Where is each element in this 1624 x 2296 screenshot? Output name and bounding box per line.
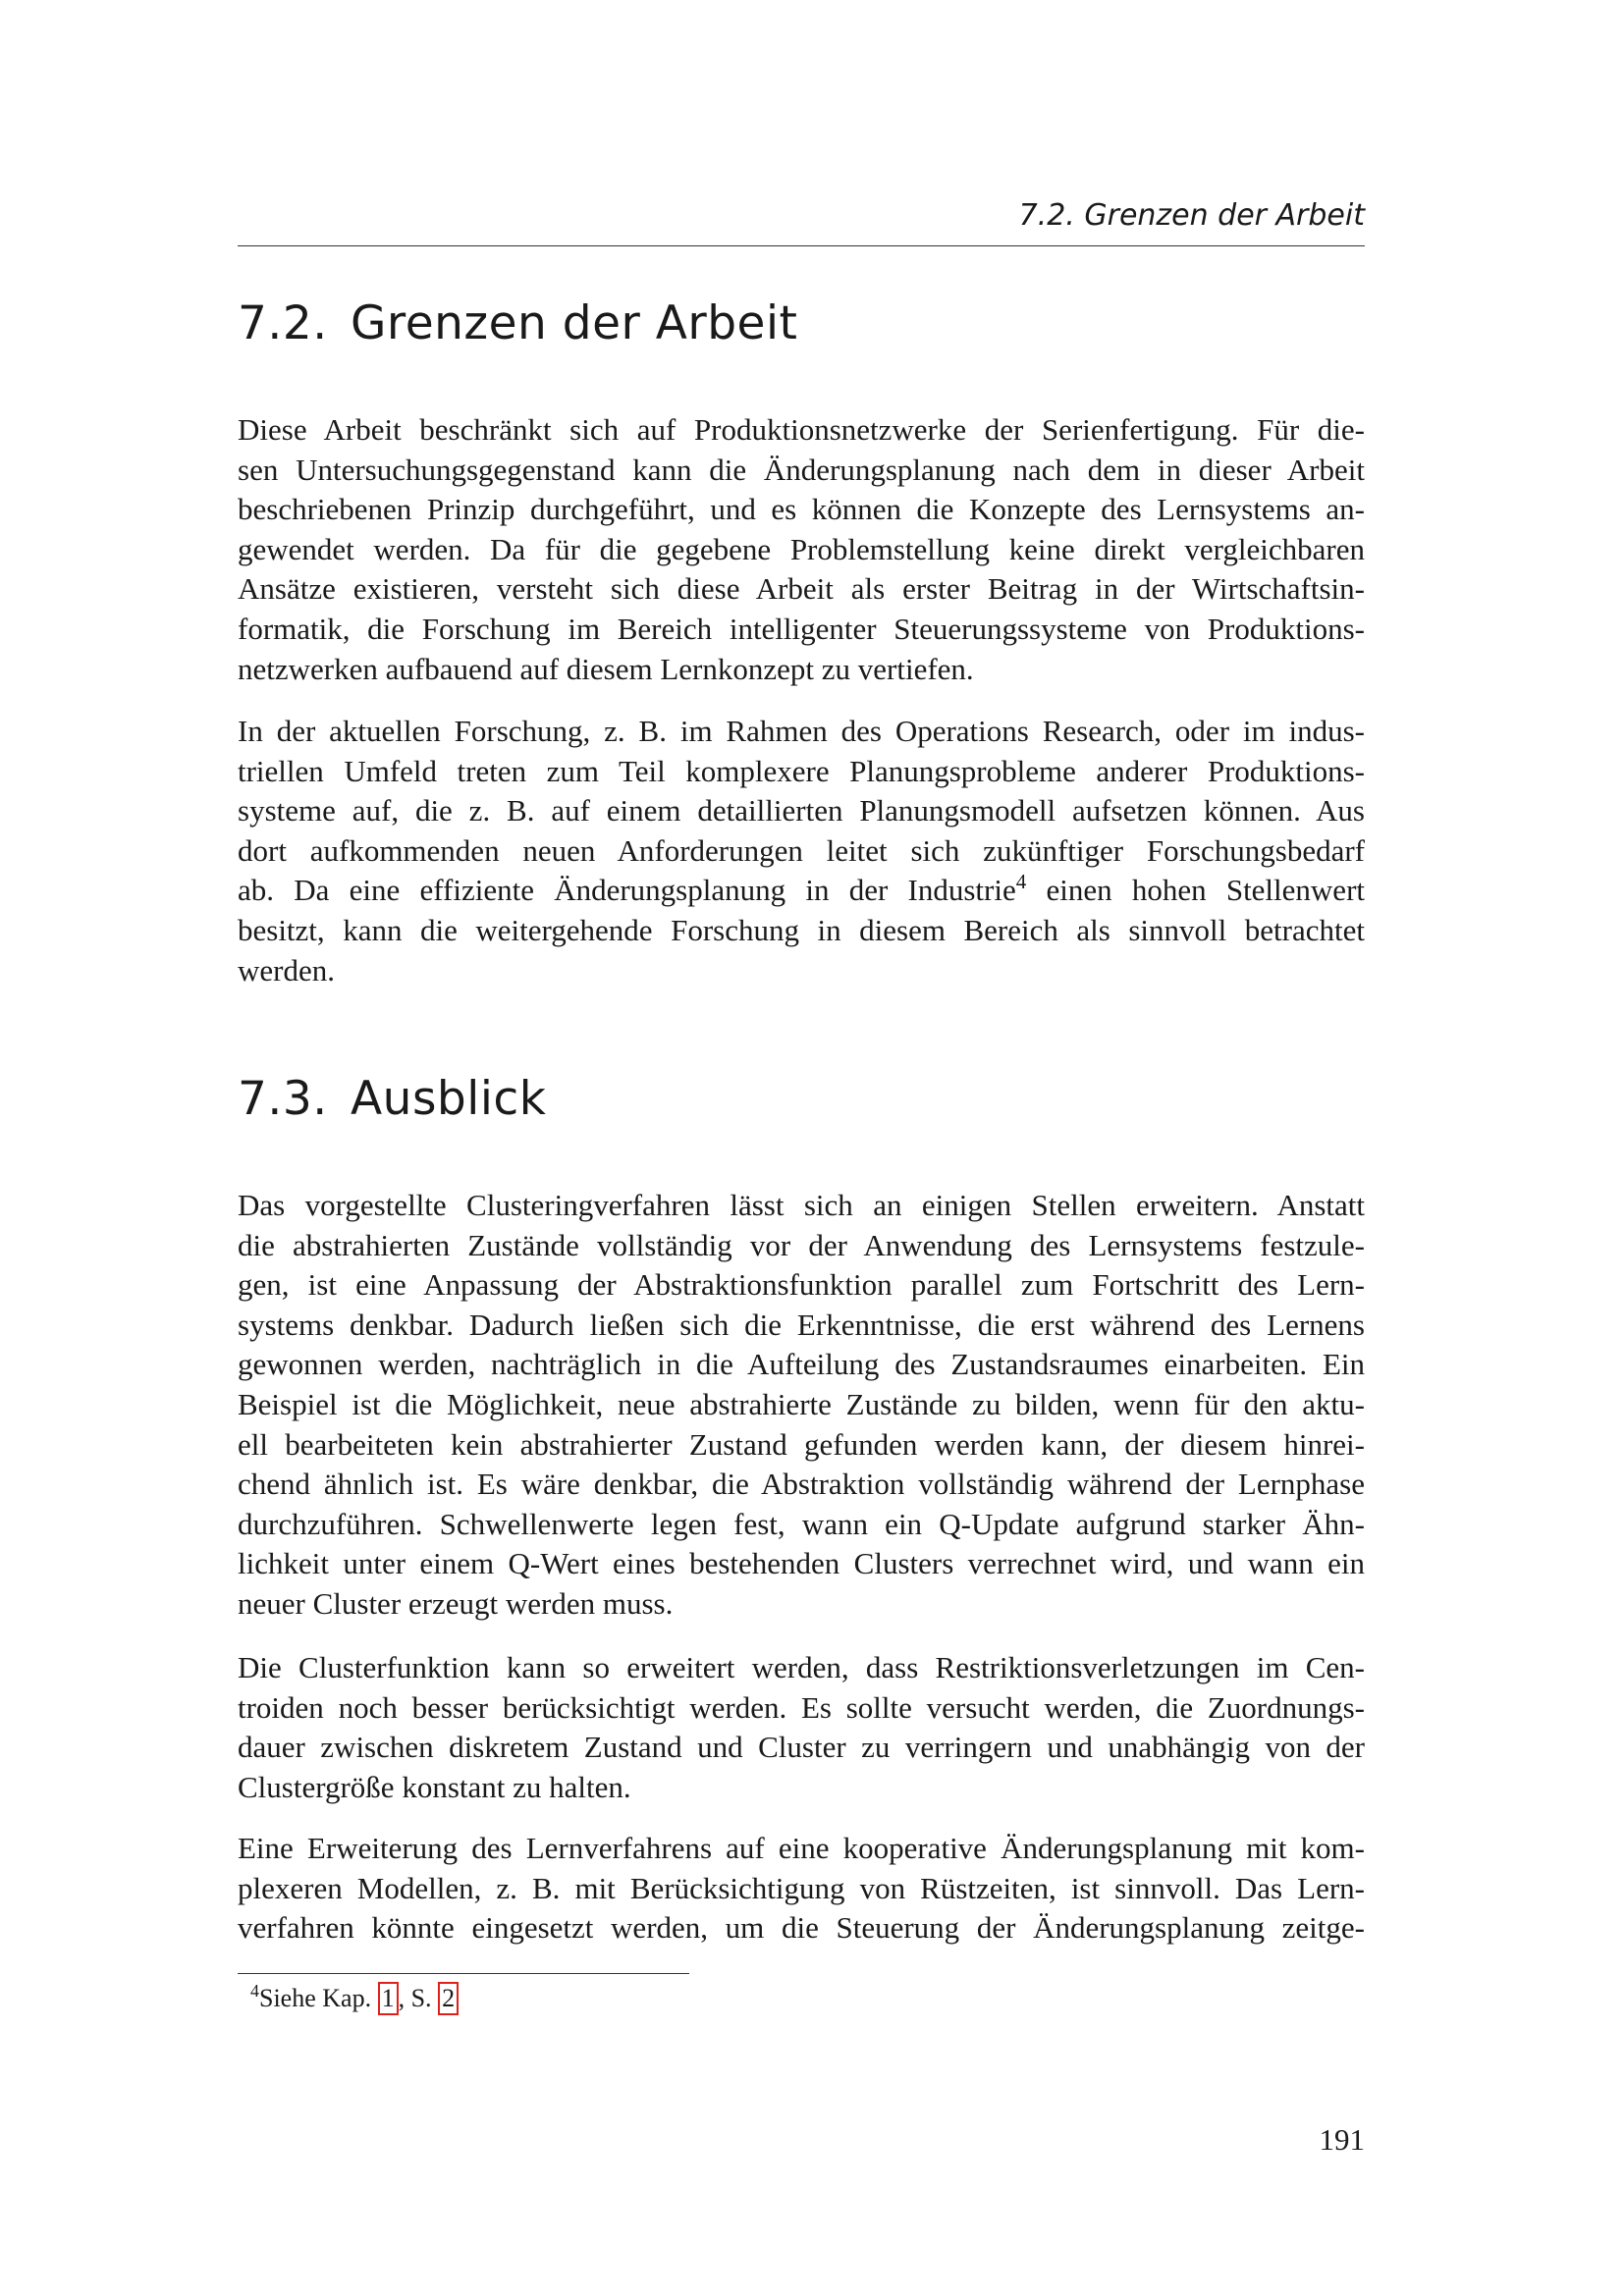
text-line: neuer Cluster erzeugt werden muss.: [238, 1585, 674, 1621]
paragraph-outlook-3: [238, 1829, 1365, 1949]
footnote-rule: [238, 1973, 689, 1974]
text-line: Das vorgestellte Clusteringverfahren lässt sich an einigen Stellen erweitern. Anstatt: [238, 1188, 1365, 1222]
section-heading-7-3: [238, 1072, 1365, 1127]
text-line: lichkeit unter einem Q-Wert eines bestehenden Clusters verrechnet wird, und wann ein: [238, 1546, 1365, 1581]
text-line: systems denkbar. Dadurch ließen sich die Erkenntnisse, die erst während des Lernens: [238, 1307, 1365, 1342]
text-line: chend ähnlich ist. Es wäre denkbar, die Abstraktion vollständig während der Lernphase: [238, 1467, 1365, 1502]
text-line: verfahren könnte eingesetzt werden, um die Steuerung der Änderungsplanung zeitge-: [238, 1910, 1365, 1946]
text-line: Ansätze existieren, versteht sich diese Arbeit als erster Beitrag in der Wirtschaftsin-: [238, 571, 1365, 607]
text-line: sen Untersuchungsgegenstand kann die Änderungsplanung nach dem in dieser Arbeit: [238, 452, 1365, 487]
text-line: plexeren Modellen, z. B. mit Berücksichtigung von Rüstzeiten, ist sinnvoll. Das Lern-: [238, 1870, 1365, 1905]
text-line: Clustergröße konstant zu halten.: [238, 1769, 631, 1804]
text-line: triellen Umfeld treten zum Teil komplexere Planungsprobleme anderer Produktions-: [238, 753, 1365, 788]
text-line: Eine Erweiterung des Lernverfahrens auf eine kooperative Änderungsplanung mit kom-: [238, 1831, 1365, 1865]
text-line: In der aktuellen Forschung, z. B. im Rahmen des Operations Research, oder im indus-: [238, 714, 1365, 748]
text-segment: ab. Da eine effiziente Änderungsplanung in der Industrie: [238, 873, 1016, 908]
running-head: 7.2. Grenzen der Arbeit: [1018, 198, 1365, 233]
paragraph-outlook-2: [238, 1648, 1365, 1807]
paragraph-outlook-1: [238, 1186, 1365, 1625]
text-line: die abstrahierten Zustände vollständig vor der Anwendung des Lernsystems festzule-: [238, 1227, 1365, 1262]
text-line: systeme auf, die z. B. auf einem detaillierten Planungsmodell aufsetzen können. Aus: [238, 793, 1365, 828]
footnote-text: , S.: [398, 1984, 439, 2012]
text-segment: einen hohen Stellenwert: [1026, 873, 1366, 908]
chapter-reference-link[interactable]: 1: [378, 1982, 399, 2015]
text-line: besitzt, kann die weitergehende Forschung in diesem Bereich als sinnvoll betrachtet: [238, 912, 1365, 947]
text-line: Die Clusterfunktion kann so erweitert werden, dass Restriktionsverletzungen im Cen-: [238, 1650, 1365, 1684]
page-reference-link[interactable]: 2: [438, 1982, 459, 2015]
footnote-marker[interactable]: 4: [1015, 870, 1027, 894]
text-line: gen, ist eine Anpassung der Abstraktionsfunktion parallel zum Fortschritt des Lern-: [238, 1267, 1365, 1303]
text-line: dauer zwischen diskretem Zustand und Cluster zu verringern und unabhängig von der: [238, 1730, 1365, 1765]
paragraph-limits-1: [238, 410, 1365, 689]
text-line: Diese Arbeit beschränkt sich auf Produktionsnetzwerke der Serienfertigung. Für die-: [238, 412, 1365, 447]
text-line: netzwerken aufbauend auf diesem Lernkonzept zu vertiefen.: [238, 651, 974, 686]
section-heading-7-2: [238, 296, 1365, 351]
section-number: 7.2.: [238, 296, 328, 350]
text-line: werden.: [238, 952, 335, 988]
text-line: ell bearbeiteten kein abstrahierter Zustand gefunden werden kann, der diesem hinrei-: [238, 1426, 1365, 1462]
text-line: gewonnen werden, nachträglich in die Aufteilung des Zustandsraumes einarbeiten. Ein: [238, 1347, 1365, 1382]
section-title: Grenzen der Arbeit: [351, 296, 798, 350]
footnote: [250, 1981, 459, 2016]
header-rule: [238, 245, 1365, 246]
section-title: Ausblick: [351, 1072, 547, 1126]
footnote-text: Siehe Kap.: [259, 1984, 378, 2012]
text-line: troiden noch besser berücksichtigt werden. Es sollte versucht werden, die Zuordnungs-: [238, 1689, 1365, 1725]
text-line: beschriebenen Prinzip durchgeführt, und es können die Konzepte des Lernsystems an-: [238, 492, 1365, 527]
text-line: gewendet werden. Da für die gegebene Problemstellung keine direkt vergleichbaren: [238, 531, 1365, 566]
page-number: 191: [1319, 2122, 1365, 2157]
section-number: 7.3.: [238, 1072, 328, 1126]
text-line-with-footnote: [238, 871, 1365, 911]
text-line: formatik, die Forschung im Bereich intelligenter Steuerungssysteme von Produktions-: [238, 611, 1365, 646]
paragraph-limits-2: [238, 712, 1365, 990]
footnote-number: 4: [250, 1981, 259, 2001]
text-line: dort aufkommenden neuen Anforderungen leitet sich zukünftiger Forschungsbedarf: [238, 832, 1365, 868]
text-line: durchzuführen. Schwellenwerte legen fest, wann ein Q-Update aufgrund starker Ähn-: [238, 1506, 1365, 1541]
text-line: Beispiel ist die Möglichkeit, neue abstrahierte Zustände zu bilden, wenn für den aktu-: [238, 1386, 1365, 1421]
